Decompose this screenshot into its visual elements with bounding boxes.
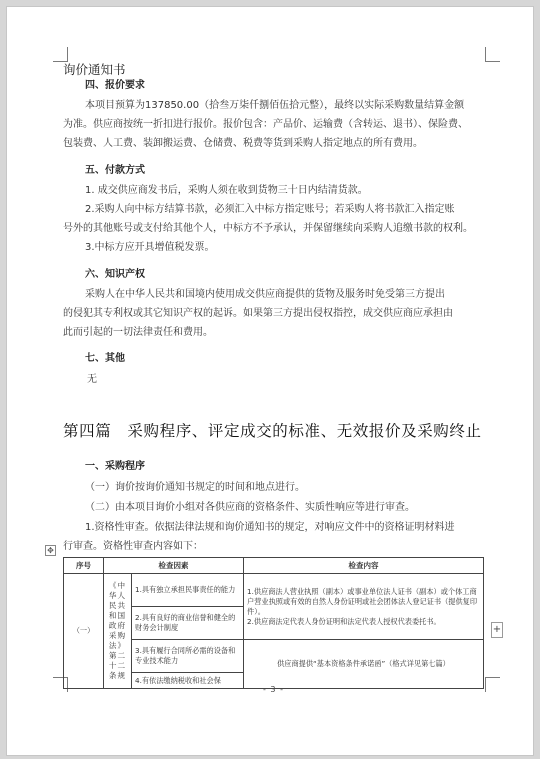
- table-cell-factor: 2.具有良好的商业信誉和健全的财务会计制度: [132, 607, 244, 640]
- section-heading-ip: 六、知识产权: [85, 269, 145, 280]
- add-row-plus-icon[interactable]: +: [491, 622, 503, 638]
- table-cell-factor: 4.有依法缴纳税收和社会保: [132, 673, 244, 689]
- margin-corner-mark: [485, 47, 500, 62]
- paragraph-line: 的侵犯其专利权或其它知识产权的起诉。如果第三方提出侵权指控，成交供应商应承担由: [63, 308, 453, 319]
- document-page: [6, 6, 534, 756]
- section-heading-pricing: 四、报价要求: [85, 80, 145, 91]
- table-header-cell: 检查内容: [244, 558, 484, 574]
- table-cell-factor: 3.具有履行合同所必需的设备和专业技术能力: [132, 640, 244, 673]
- paragraph-line: 此而引起的一切法律责任和费用。: [63, 327, 213, 338]
- table-move-handle-icon[interactable]: ✥: [45, 545, 56, 556]
- paragraph-line: 行审查。资格性审查内容如下：: [63, 541, 203, 552]
- table-row: [64, 574, 484, 607]
- table-cell-content: [244, 574, 484, 640]
- table-header-cell: 序号: [64, 558, 104, 574]
- document-header: 询价通知书: [63, 62, 126, 77]
- paragraph-line: 1.资格性审查。依据法律法规和询价通知书的规定，对响应文件中的资格证明材料进: [85, 522, 455, 533]
- table-cell-content: 供应商提供“基本资格条件承诺函”（格式详见第七篇）: [244, 640, 484, 689]
- paragraph-line: 为准。供应商按统一折扣进行报价。报价包含：产品价、运输费（含转运、退书）、保险费、: [63, 119, 468, 130]
- section-heading-payment: 五、付款方式: [85, 165, 145, 176]
- section-heading-procedure: 一、采购程序: [85, 461, 145, 472]
- page-number: - 3 -: [263, 685, 284, 694]
- paragraph-line: 包装费、人工费、装卸搬运费、仓储费、税费等货到采购人指定地点的所有费用。: [63, 138, 423, 149]
- table-cell-seq: （一）: [64, 574, 104, 689]
- paragraph-line: 本项目预算为137850.00（拾叁万柒仟捌佰伍拾元整），最终以实际采购数量结算金额: [85, 100, 465, 111]
- part-title: 第四篇 采购程序、评定成交的标准、无效报价及采购终止: [63, 422, 482, 440]
- table-header-cell: 检查因素: [104, 558, 244, 574]
- table-cell-legal-basis: 《中华人民共和国政府采购法》第二十二条规: [104, 574, 132, 689]
- paragraph-line: （二）由本项目询价小组对各供应商的资格条件、实质性响应等进行审查。: [85, 502, 415, 513]
- paragraph-line: 号外的其他账号或支付给其他个人，中标方不予承认，并保留继续向采购人追缴书款的权利。: [63, 223, 473, 234]
- paragraph-line: 1. 成交供应商发书后，采购人须在收到货物三十日内结清货款。: [85, 185, 368, 196]
- qualification-table: [63, 557, 484, 689]
- table-cell-factor: 1.具有独立承担民事责任的能力: [132, 574, 244, 607]
- paragraph-line: （一）询价按询价通知书规定的时间和地点进行。: [85, 482, 305, 493]
- content-line: 2.供应商法定代表人身份证明和法定代表人授权代表委托书。: [247, 616, 441, 626]
- margin-corner-mark: [485, 677, 500, 692]
- paragraph-line: 2.采购人向中标方结算书款，必须汇入中标方指定账号；若采购人将书款汇入指定账: [85, 204, 455, 215]
- section-heading-other: 七、其他: [85, 353, 125, 364]
- paragraph-line: 采购人在中华人民共和国境内使用成交供应商提供的货物及服务时免受第三方提出: [85, 289, 445, 300]
- margin-corner-mark: [53, 47, 68, 62]
- paragraph-line: 3.中标方应开具增值税发票。: [85, 242, 215, 253]
- section-content-none: 无: [87, 374, 97, 385]
- table-header-row: [64, 558, 484, 574]
- content-line: 1.供应商法人营业执照（副本）或事业单位法人证书（副本）或个体工商户营业执照或有效的自然人身份证明或社会团体法人登记证书（提供复印件）。: [247, 586, 478, 616]
